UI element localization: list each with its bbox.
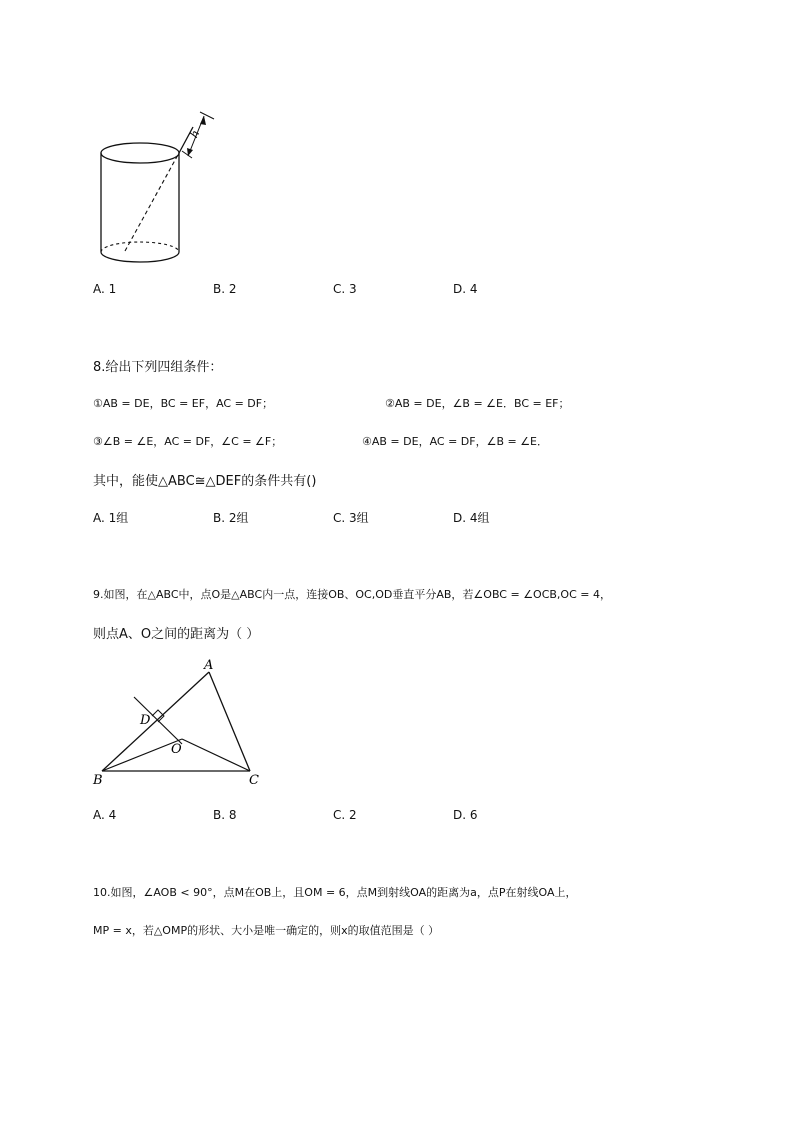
cylinder-figure [90,105,230,270]
segment-ob [102,739,182,771]
q8-condition-4: ④AB = DE，AC = DF，∠B = ∠E． [362,435,549,448]
q7-option-b[interactable]: B. 2 [213,282,237,296]
h-label: h [187,127,203,140]
q8-stem: 8.给出下列四组条件： [93,360,223,375]
q9-stem-line2: 则点A、O之间的距离为（ ） [93,627,260,642]
label-c: C [249,773,259,788]
q10-stem-line2: MP = x，若△OMP的形状、大小是唯一确定的，则x的取值范围是（ ） [93,924,440,937]
label-d: D [140,713,151,728]
q9-option-a[interactable]: A. 4 [93,808,117,822]
side-ab [102,672,209,771]
cylinder-bottom-back [101,242,179,252]
label-b: B [93,773,103,788]
q8-condition-1: ①AB = DE，BC = EF，AC = DF； [93,397,274,410]
label-a: A [204,658,214,673]
q9-option-b[interactable]: B. 8 [213,808,237,822]
segment-oc [182,739,250,771]
q9-stem-line1: 9.如图，在△ABC中，点O是△ABC内一点，连接OB、OC,OD垂直平分AB，若∠OBC = ∠OCB,OC = 4， [93,588,611,601]
triangle-figure [88,652,268,790]
q8-option-a[interactable]: A. 1组 [93,511,129,525]
cylinder-bottom-front [101,252,179,262]
q9-option-d[interactable]: D. 6 [453,808,478,822]
q7-option-c[interactable]: C. 3 [333,282,357,296]
label-o: O [171,742,182,757]
q8-condition-2: ②AB = DE，∠B = ∠E．BC = EF； [385,397,570,410]
q8-condition-3: ③∠B = ∠E，AC = DF，∠C = ∠F； [93,435,283,448]
cylinder-top [101,143,179,163]
straw-dashed [125,153,179,251]
side-ac [209,672,250,771]
q9-option-c[interactable]: C. 2 [333,808,357,822]
q8-option-b[interactable]: B. 2组 [213,511,249,525]
q7-option-d[interactable]: D. 4 [453,282,478,296]
q8-option-d[interactable]: D. 4组 [453,511,490,525]
q8-option-c[interactable]: C. 3组 [333,511,369,525]
h-tick-top [200,112,214,119]
q7-option-a[interactable]: A. 1 [93,282,117,296]
q8-ask: 其中，能使△ABC≅△DEF的条件共有() [93,474,317,489]
q10-stem-line1: 10.如图，∠AOB < 90°，点M在OB上，且OM = 6，点M到射线OA的距离为a，点P在射线OA上， [93,886,577,899]
